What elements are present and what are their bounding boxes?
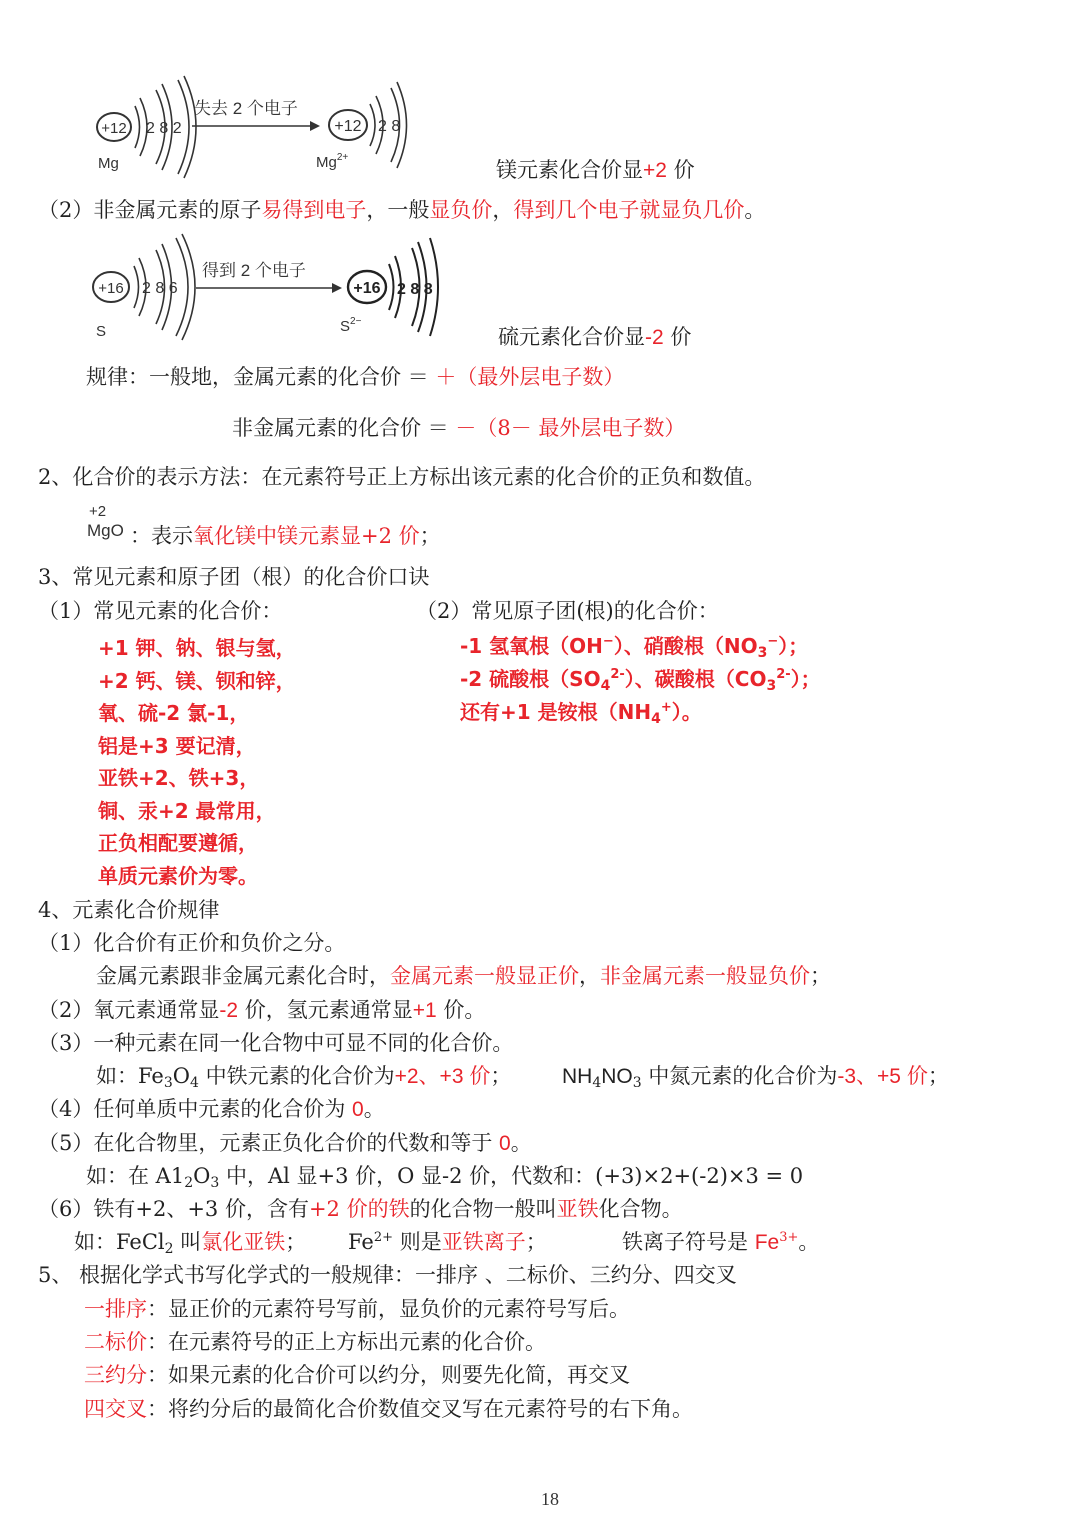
mnemonic-line: 铝是+3 要记清， xyxy=(98,733,256,758)
step-line: 一排序：显正价的元素符号写前，显负价的元素符号写后。 xyxy=(84,1297,630,1321)
rule-item-6-example-3: 铁离子符号是 $Fe^{3+}$。 xyxy=(622,1230,820,1254)
rule-item-3-example: 如：$Fe_3O_4$ 中铁元素的化合价为+2、+3 价； xyxy=(96,1064,512,1091)
radical-line: 还有+1 是铵根$(NH_4^+)$。 xyxy=(460,700,702,727)
mg-shell-electrons: 2 8 2 xyxy=(146,120,182,137)
valence-mnemonic xyxy=(98,632,296,892)
rule-item-2: （2）氧元素通常显-2 价，氢元素通常显+1 价。 xyxy=(38,998,486,1022)
mnemonic-line: +1 钾、钠、银与氢， xyxy=(98,636,296,660)
rule-item-1: （1）化合价有正价和负价之分。 xyxy=(38,931,346,955)
mg-ion-nucleus-charge: +12 xyxy=(334,118,362,135)
rule-item-6-example-2: $Fe^{2+}$ 则是亚铁离子； xyxy=(348,1230,547,1254)
mg-symbol: Mg xyxy=(98,155,119,172)
step-line: 二标价：在元素符号的正上方标出元素的化合价。 xyxy=(84,1330,546,1354)
radical-line: -1 氢氧根（OH−）、硝酸根$(NO_3^-)$； xyxy=(460,634,809,661)
step-line: 四交叉：将约分后的最简化合价数值交叉写在元素符号的右下角。 xyxy=(84,1397,693,1421)
mnemonic-line: 铜、汞+2 最常用， xyxy=(98,798,276,823)
rule-item-5-example: 如：在 $A1_2O_3$ 中，Al 显+3 价，O 显-2 价，代数和：(+3)×2+(-2)×3 = 0 xyxy=(86,1164,804,1191)
rule-item-4: （4）任何单质中元素的化合价为 0。 xyxy=(38,1097,385,1121)
s-ion-nucleus-charge: +16 xyxy=(353,280,381,297)
s-valence-note: 硫元素化合价显-2 价 xyxy=(498,325,692,349)
s-arrow-label: 得到 2 个电子 xyxy=(202,261,306,280)
nonmetal-gain-electrons: （2）非金属元素的原子易得到电子，一般显负价，得到几个电子就显负几价。 xyxy=(38,198,766,222)
mnemonic-line: 氧、硫-2 氯-1， xyxy=(98,701,250,725)
mg-ionization-diagram xyxy=(88,70,428,180)
s-symbol: S xyxy=(96,323,107,340)
rule-metal: 规律：一般地，金属元素的化合价 ＝ ＋（最外层电子数） xyxy=(86,365,625,389)
mg-ion-symbol: $Mg^{2+}$ xyxy=(316,152,349,171)
mg-valence-note: 镁元素化合价显+2 价 xyxy=(496,158,695,182)
mnemonic-line: +2 钙、镁、钡和锌， xyxy=(98,668,296,693)
section-2-heading: 2、化合价的表示方法：在元素符号正上方标出该元素的化合价的正负和数值。 xyxy=(38,465,766,489)
mg-nucleus-charge: +12 xyxy=(101,120,127,137)
rule-item-6: （6）铁有+2、+3 价，含有+2 价的铁的化合物一般叫亚铁化合物。 xyxy=(38,1197,683,1221)
arrow-icon xyxy=(332,283,342,293)
mnemonic-line: 正负相配要遵循， xyxy=(98,831,258,855)
arrow-icon xyxy=(310,121,320,131)
section-5-heading: 5、 根据化学式书写化学式的一般规律：一排序 、二标价、三约分、四交叉 xyxy=(38,1263,737,1287)
section-3-heading: 3、常见元素和原子团（根）的化合价口诀 xyxy=(38,565,430,589)
rule-item-3: （3）一种元素在同一化合物中可显不同的化合价。 xyxy=(38,1031,514,1055)
mgo-explanation: ：表示氧化镁中镁元素显+2 价； xyxy=(130,524,441,548)
page-number: 18 xyxy=(541,1489,559,1509)
mnemonic-line: 单质元素价为零。 xyxy=(98,863,258,888)
s-ionization-diagram xyxy=(84,232,444,342)
section-4-heading: 4、元素化合价规律 xyxy=(38,898,220,922)
radical-valence-list xyxy=(460,630,821,729)
mgo-formula: MgO xyxy=(87,521,124,540)
element-valence-title: （1）常见元素的化合价： xyxy=(38,599,283,623)
rule-nonmetal: 非金属元素的化合价 ＝ －（8－ 最外层电子数） xyxy=(232,416,686,440)
s-shell-electrons: 2 8 6 xyxy=(142,280,178,297)
radical-line: -2 硫酸根$(SO_4^{2-})$、碳酸根$(CO_3^{2-})$； xyxy=(460,667,821,694)
s-ion-symbol: $S^{2-}$ xyxy=(340,316,362,335)
rule-item-5: （5）在化合物里，元素正负化合价的代数和等于 0。 xyxy=(38,1131,532,1155)
step-line: 三约分：如果元素的化合价可以约分，则要先化简，再交叉 xyxy=(84,1363,630,1387)
s-ion-shell-electrons: 2 8 8 xyxy=(397,281,433,298)
mnemonic-line: 亚铁+2、铁+3， xyxy=(98,766,260,790)
mgo-valence-mark: +2 xyxy=(89,503,107,520)
rule-item-1-detail: 金属元素跟非金属元素化合时，金属元素一般显正价，非金属元素一般显负价； xyxy=(96,964,831,988)
rule-item-6-example: 如：FeCl$_2$ 叫氯化亚铁； xyxy=(74,1230,307,1257)
radical-valence-title: （2）常见原子团(根)的化合价： xyxy=(416,599,719,623)
mg-arrow-label: 失去 2 个电子 xyxy=(194,99,298,118)
rule-item-3-example-2: $NH_4NO_3$ 中氮元素的化合价为-3、+5 价； xyxy=(562,1064,949,1091)
mg-ion-shell-electrons: 2 8 xyxy=(378,118,401,135)
s-nucleus-charge: +16 xyxy=(98,280,124,297)
